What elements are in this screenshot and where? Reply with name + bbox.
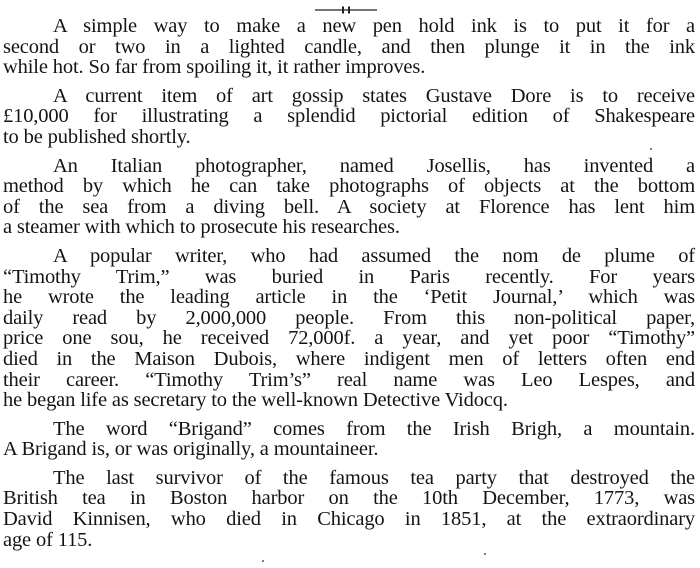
text-line: he began life as secretary to the well-known Detective Vidocq.: [3, 389, 508, 412]
paragraph-timothy-trim: [3, 246, 695, 411]
text-line: A popular writer, who had assumed the nom de plume of: [53, 244, 695, 267]
text-line: died in the Maison Dubois, where indigent men of letters often end: [3, 347, 695, 370]
print-speck: [262, 560, 264, 562]
paragraph-dore-shakespeare: [3, 86, 695, 148]
print-speck: [650, 148, 652, 150]
text-line: he wrote the leading article in the ‘Petit Journal,’ which was: [3, 286, 695, 309]
text-line: A Brigand is, or was originally, a mountaineer.: [3, 438, 379, 461]
text-line: David Kinnisen, who died in Chicago in 1851, at the extraordinary: [3, 508, 695, 531]
paragraph-pen-ink: [3, 16, 695, 78]
text-line: “Timothy Trim,” was buried in Paris recently. For years: [3, 265, 695, 288]
text-line: to be published shortly.: [3, 125, 191, 148]
text-line: A simple way to make a new pen hold ink is to put it for a: [53, 15, 695, 37]
text-line: method by which he can take photographs of objects at the bottom: [3, 175, 695, 198]
article-column: [3, 16, 695, 558]
text-line: while hot. So far from spoiling it, it rather improves.: [3, 56, 426, 79]
text-line: An Italian photographer, named Josellis, has invented a: [53, 154, 695, 177]
text-line: daily read by 2,000,000 people. From this non-political paper,: [3, 306, 695, 329]
paragraph-italian-photographer: [3, 156, 695, 238]
text-line: second or two in a lighted candle, and then plunge it in the ink: [3, 35, 695, 58]
text-line: age of 115.: [3, 528, 93, 551]
text-line: The word “Brigand” comes from the Irish Brigh, a mountain.: [53, 417, 695, 440]
text-line: British tea in Boston harbor on the 10th December, 1773, was: [3, 487, 695, 510]
text-line: £10,000 for illustrating a splendid pictorial edition of Shakespeare: [3, 105, 695, 128]
paragraph-brigand: [3, 419, 695, 460]
text-line: their career. “Timothy Trim’s” real name was Leo Lespes, and: [3, 368, 695, 391]
text-line: A current item of art gossip states Gustave Dore is to receive: [53, 84, 695, 107]
text-line: The last survivor of the famous tea party that destroyed the: [53, 466, 695, 489]
text-line: price one sou, he received 72,000f. a year, and yet poor “Timothy”: [3, 327, 695, 350]
section-divider-ornament: [315, 6, 377, 14]
print-speck: [484, 553, 486, 555]
text-line: of the sea from a diving bell. A society at Florence has lent him: [3, 195, 695, 218]
paragraph-boston-tea-party: [3, 468, 695, 550]
text-line: a steamer with which to prosecute his researches.: [3, 216, 400, 239]
